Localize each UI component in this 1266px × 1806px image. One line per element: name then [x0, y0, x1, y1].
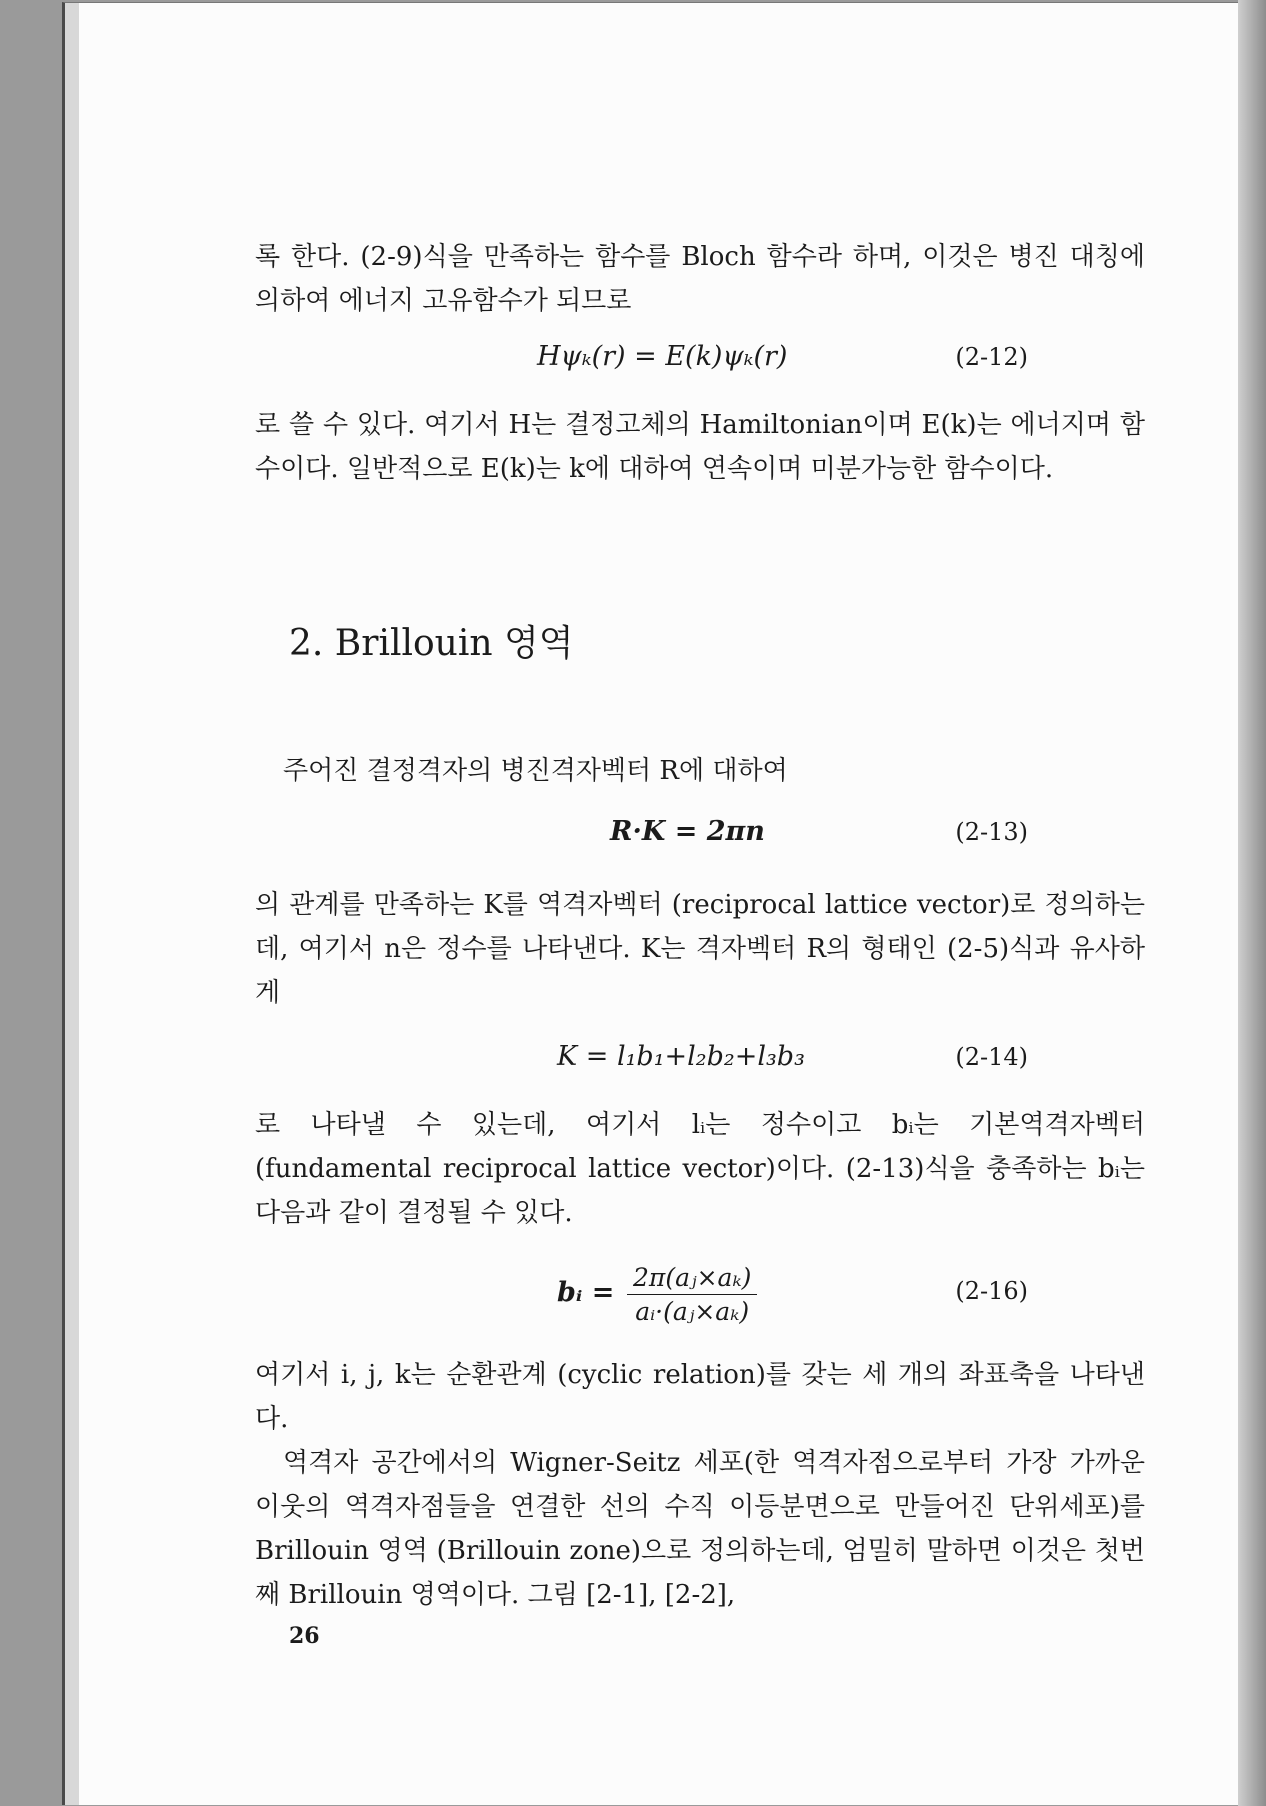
equation-2-12: Hψₖ(r) = E(k)ψₖ(r) — [537, 341, 788, 372]
equation-2-16-lhs: bᵢ = — [557, 1277, 615, 1308]
fraction-numerator: 2π(aⱼ×aₖ) — [627, 1263, 757, 1295]
equation-2-16-fraction — [627, 1263, 757, 1326]
page-number: 26 — [289, 1623, 320, 1649]
paragraph-wigner-seitz: 역격자 공간에서의 Wigner-Seitz 세포(한 역격자점으로부터 가장 가까운 이웃의 역격자점들을 연결한 선의 수직 이등분면으로 만들어진 단위세포)를 Brillouin 영역 (Brillouin zone)으로 정의하는데, 엄밀히 말하면 이것은 첫번째 Brillouin 영역이다. 그림 [2-1], [2-2], — [255, 1448, 1145, 1610]
fraction-denominator: aᵢ·(aⱼ×aₖ) — [635, 1297, 750, 1326]
paragraph-lattice-vector: 주어진 결정격자의 병진격자벡터 R에 대하여 — [283, 756, 788, 786]
equation-number-2-12: (2-12) — [955, 343, 1028, 371]
paragraph-hamiltonian: 로 쓸 수 있다. 여기서 H는 결정고체의 Hamiltonian이며 E(k)는 에너지며 함수이다. 일반적으로 E(k)는 k에 대하여 연속이며 미분가능한 함수이다. — [255, 410, 1145, 484]
paragraph-bloch: 록 한다. (2-9)식을 만족하는 함수를 Bloch 함수라 하며, 이것은 병진 대칭에 의하여 에너지 고유함수가 되므로 — [255, 242, 1145, 316]
equation-2-14: K = l₁b₁+l₂b₂+l₃b₃ — [557, 1041, 805, 1072]
page-edge-shadow — [1238, 0, 1266, 1806]
document-page — [62, 2, 1241, 1805]
paragraph-fundamental: 로 나타낼 수 있는데, 여기서 lᵢ는 정수이고 bᵢ는 기본역격자벡터 (fundamental reciprocal lattice vector)이다. (2-13)식을 충족하는 bᵢ는 다음과 같이 결정될 수 있다. — [255, 1110, 1145, 1228]
equation-number-2-13: (2-13) — [955, 818, 1028, 846]
equation-number-2-14: (2-14) — [955, 1043, 1028, 1071]
equation-2-13: R·K = 2πn — [610, 816, 765, 847]
equation-number-2-16: (2-16) — [955, 1277, 1028, 1305]
paragraph-reciprocal: 의 관계를 만족하는 K를 역격자벡터 (reciprocal lattice vector)로 정의하는데, 여기서 n은 정수를 나타낸다. K는 격자벡터 R의 형태인 (2-5)식과 유사하게 — [255, 890, 1145, 1008]
section-heading: 2. Brillouin 영역 — [289, 623, 574, 664]
paragraph-cyclic: 여기서 i, j, k는 순환관계 (cyclic relation)를 갖는 세 개의 좌표축을 나타낸다. — [255, 1360, 1145, 1434]
